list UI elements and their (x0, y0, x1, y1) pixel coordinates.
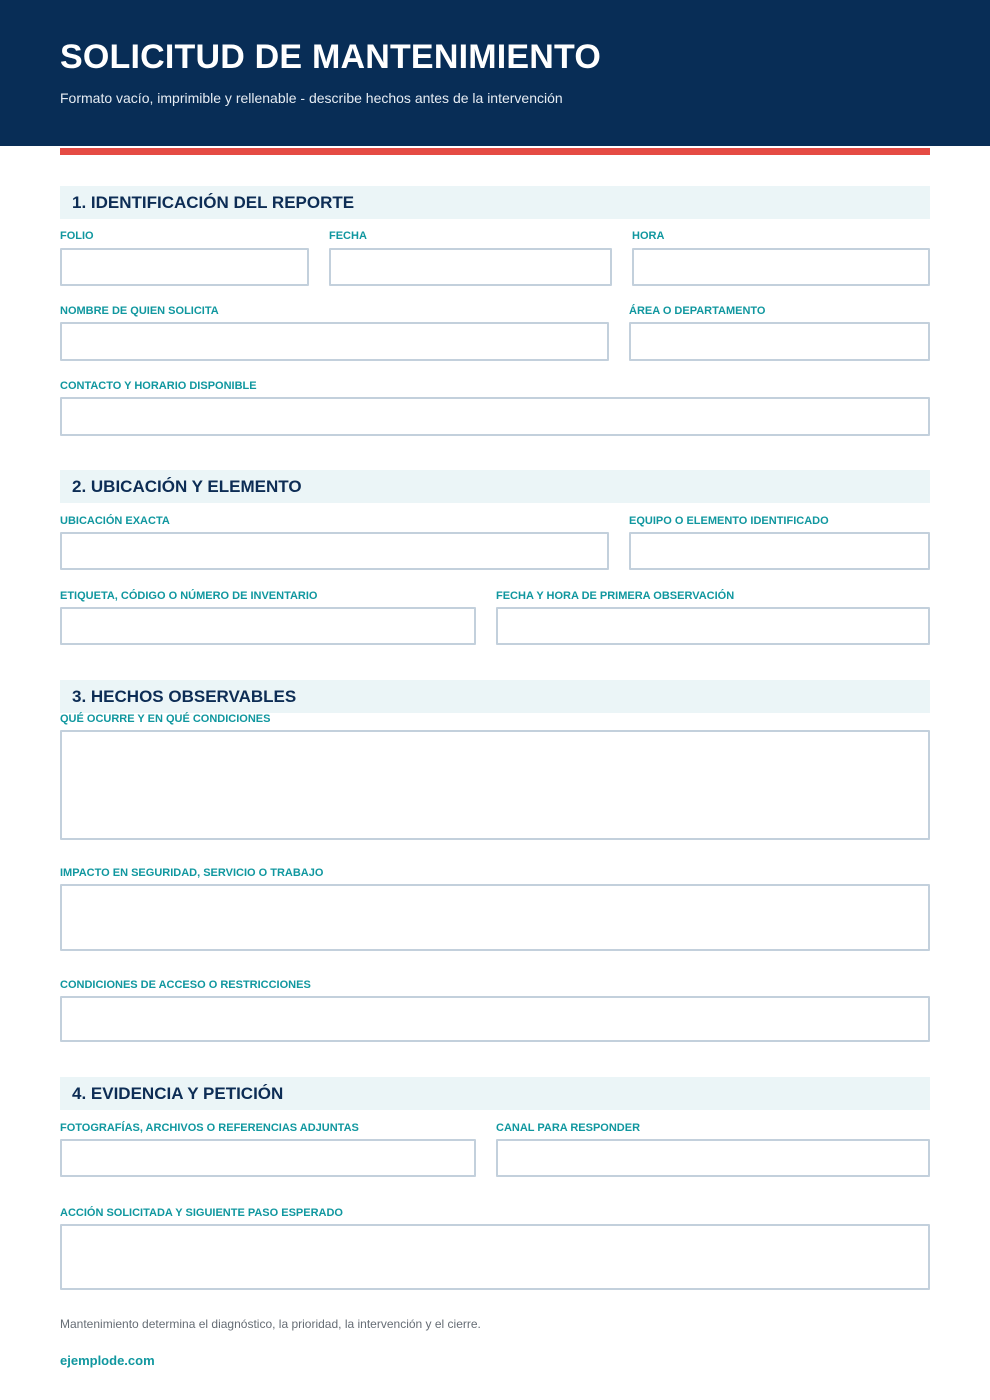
area-field[interactable] (629, 322, 930, 361)
accion-field[interactable] (60, 1224, 930, 1290)
solicitante-label: NOMBRE DE QUIEN SOLICITA (60, 305, 219, 317)
solicitante-field[interactable] (60, 322, 609, 361)
section-title-identificacion: 1. IDENTIFICACIÓN DEL REPORTE (60, 186, 930, 219)
page-title: SOLICITUD DE MANTENIMIENTO (60, 38, 602, 76)
primera-observacion-label: FECHA Y HORA DE PRIMERA OBSERVACIÓN (496, 590, 735, 602)
ubicacion-label: UBICACIÓN EXACTA (60, 515, 170, 527)
que-ocurre-field[interactable] (60, 730, 930, 840)
section-title-ubicacion: 2. UBICACIÓN Y ELEMENTO (60, 470, 930, 503)
impacto-field[interactable] (60, 884, 930, 951)
hora-field[interactable] (632, 248, 930, 286)
contacto-label: CONTACTO Y HORARIO DISPONIBLE (60, 380, 257, 392)
impacto-label: IMPACTO EN SEGURIDAD, SERVICIO O TRABAJO (60, 867, 324, 879)
acceso-label: CONDICIONES DE ACCESO O RESTRICCIONES (60, 979, 311, 991)
area-label: ÁREA O DEPARTAMENTO (629, 305, 766, 317)
contacto-field[interactable] (60, 397, 930, 436)
etiqueta-field[interactable] (60, 607, 476, 645)
canal-field[interactable] (496, 1139, 930, 1177)
folio-label: FOLIO (60, 230, 94, 242)
fecha-label: FECHA (329, 230, 367, 242)
hora-label: HORA (632, 230, 665, 242)
que-ocurre-label: QUÉ OCURRE Y EN QUÉ CONDICIONES (60, 713, 271, 725)
equipo-field[interactable] (629, 532, 930, 570)
folio-field[interactable] (60, 248, 309, 286)
adjuntos-label: FOTOGRAFÍAS, ARCHIVOS O REFERENCIAS ADJUNTAS (60, 1122, 359, 1134)
adjuntos-field[interactable] (60, 1139, 476, 1177)
page-header (0, 0, 990, 146)
equipo-label: EQUIPO O ELEMENTO IDENTIFICADO (629, 515, 829, 527)
accion-label: ACCIÓN SOLICITADA Y SIGUIENTE PASO ESPERADO (60, 1207, 343, 1219)
section-title-hechos: 3. HECHOS OBSERVABLES (60, 680, 930, 713)
footer-note: Mantenimiento determina el diagnóstico, la prioridad, la intervención y el cierre. (60, 1317, 481, 1331)
site-link[interactable]: ejemplode.com (60, 1353, 155, 1368)
primera-observacion-field[interactable] (496, 607, 930, 645)
section-title-evidencia: 4. EVIDENCIA Y PETICIÓN (60, 1077, 930, 1110)
accent-divider (60, 148, 930, 155)
fecha-field[interactable] (329, 248, 612, 286)
acceso-field[interactable] (60, 996, 930, 1042)
etiqueta-label: ETIQUETA, CÓDIGO O NÚMERO DE INVENTARIO (60, 590, 318, 602)
canal-label: CANAL PARA RESPONDER (496, 1122, 641, 1134)
ubicacion-field[interactable] (60, 532, 609, 570)
page-subtitle: Formato vacío, imprimible y rellenable - describe hechos antes de la intervención (60, 90, 563, 106)
